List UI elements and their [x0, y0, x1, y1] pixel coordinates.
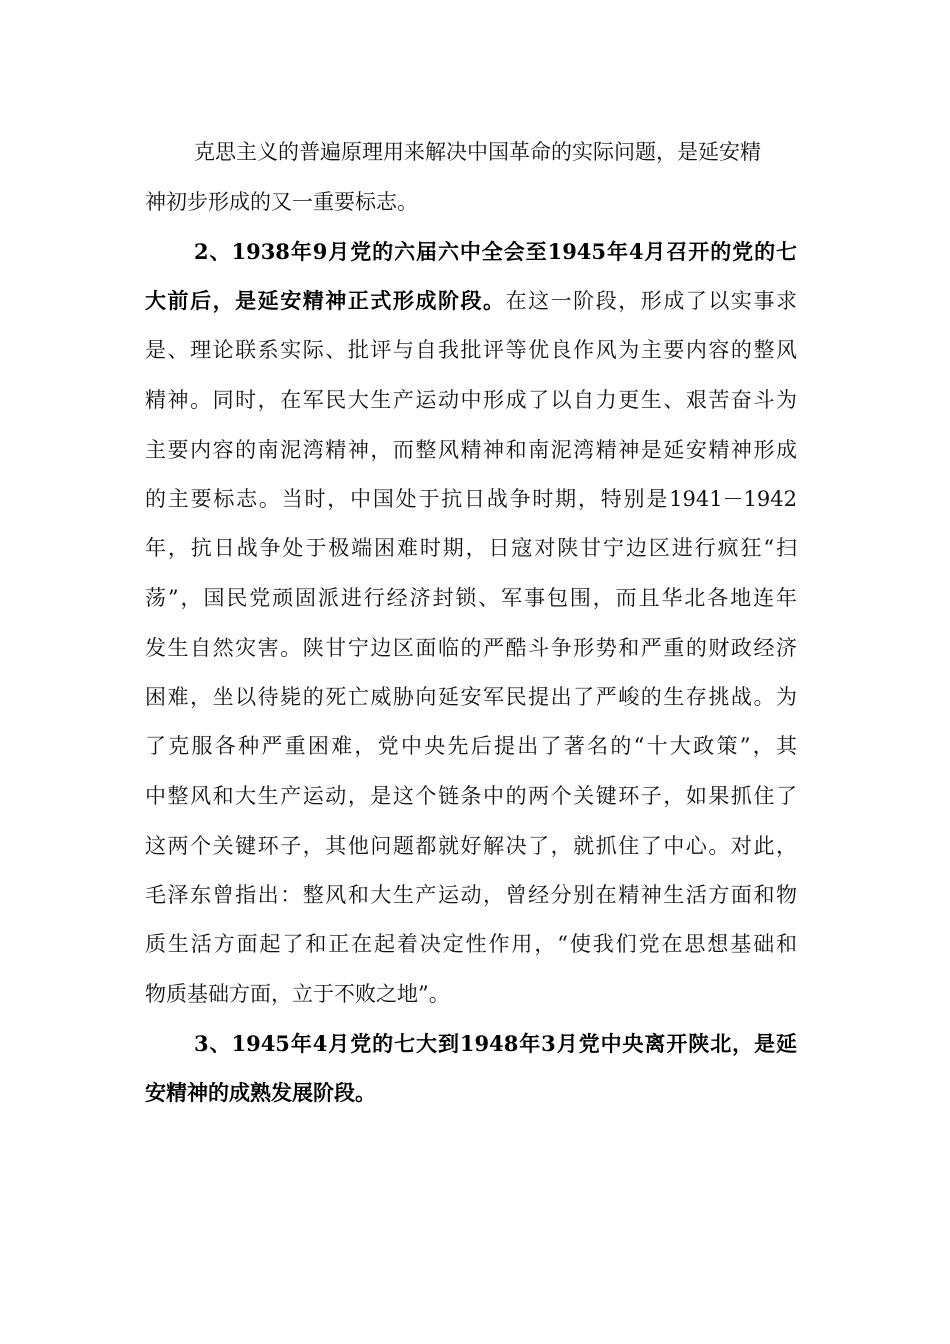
text-segment: 在这一阶段，形成了以实事求	[505, 289, 797, 313]
paragraph-line-16	[145, 877, 797, 913]
heading-line-3	[145, 1075, 797, 1111]
text-segment: 了克服各种严重困难，党中央先后提出了著名的“十大政策”，其	[145, 734, 797, 758]
paragraph-line-7	[145, 432, 797, 468]
text-segment: 中整风和大生产运动，是这个链条中的两个关键环子，如果抓住了	[145, 784, 797, 808]
text-segment: 质生活方面起了和正在起着决定性作用，“使我们党在思想基础和	[145, 932, 797, 956]
text-segment: 神初步形成的又一重要标志。	[145, 190, 418, 214]
paragraph-line-11	[145, 630, 797, 666]
paragraph-line-5	[145, 332, 797, 368]
paragraph-line-2	[145, 184, 797, 220]
paragraph-line-10	[145, 580, 797, 616]
heading-line-1	[194, 234, 797, 270]
bold-text-segment: 安精神的成熟发展阶段。	[145, 1080, 376, 1105]
heading-line-2	[194, 1026, 797, 1062]
paragraph-line-1	[194, 134, 797, 170]
text-segment: 年，抗日战争处于极端困难时期，日寇对陕甘宁边区进行疯狂“扫	[145, 536, 797, 560]
paragraph-line-12	[145, 679, 797, 715]
text-segment: 毛泽东曾指出：整风和大生产运动，曾经分别在精神生活方面和物	[145, 883, 797, 907]
paragraph-line-9	[145, 530, 797, 566]
paragraph-line-17	[145, 926, 797, 962]
bold-text-segment: 大前后，是延安精神正式形成阶段。	[145, 288, 506, 313]
paragraph-line-15	[145, 828, 797, 864]
text-segment: 发生自然灾害。陕甘宁边区面临的严酷斗争形势和严重的财政经济	[145, 636, 797, 660]
paragraph-line-8	[145, 481, 797, 517]
text-segment: 是、理论联系实际、批评与自我批评等优良作风为主要内容的整风	[145, 338, 797, 362]
text-segment: 克思主义的普遍原理用来解决中国革命的实际问题，是延安精	[194, 140, 761, 164]
paragraph-line-6	[145, 382, 797, 418]
text-segment: 主要内容的南泥湾精神，而整风精神和南泥湾精神是延安精神形成	[145, 438, 797, 462]
bold-text-segment: 2、1938年9月党的六届六中全会至1945年4月召开的党的七	[194, 239, 797, 264]
text-segment: 物质基础方面，立于不败之地”。	[145, 982, 450, 1006]
text-segment: 荡”，国民党顽固派进行经济封锁、军事包围，而且华北各地连年	[145, 586, 797, 610]
text-segment: 的主要标志。当时，中国处于抗日战争时期，特别是1941－1942	[145, 487, 797, 511]
text-segment: 精神。同时，在军民大生产运动中形成了以自力更生、艰苦奋斗为	[145, 388, 797, 412]
paragraph-line-14	[145, 778, 797, 814]
text-segment: 这两个关键环子，其他问题都就好解决了，就抓住了中心。对此，	[145, 834, 797, 858]
bold-text-segment: 3、1945年4月党的七大到1948年3月党中央离开陕北，是延	[194, 1031, 797, 1056]
paragraph-line-4	[145, 283, 797, 319]
text-segment: 困难，坐以待毙的死亡威胁向延安军民提出了严峻的生存挑战。为	[145, 685, 797, 709]
paragraph-line-18	[145, 976, 797, 1012]
paragraph-line-13	[145, 728, 797, 764]
